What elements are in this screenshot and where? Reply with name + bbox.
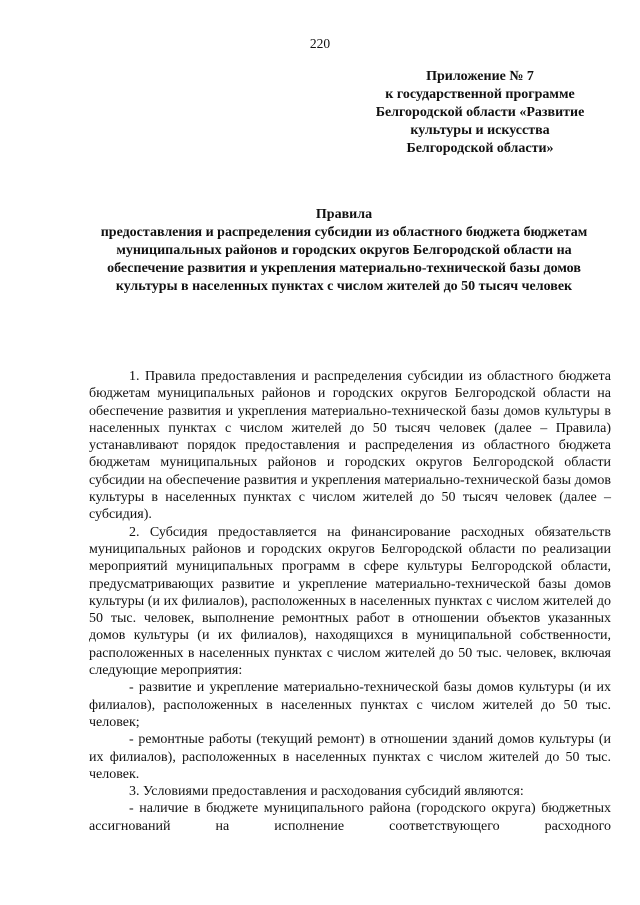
rules-subtitle: предоставления и распределения субсидии из областного бюджета бюджетам муниципальных районов и городских округов Белгородской области на обеспечение развития и укрепления материально-технической базы домов культуры в населенных пунктах с числом жителей до 50 тысяч человек (100, 225, 588, 294)
paragraph-2: 2. Субсидия предоставляется на финансирование расходных обязательств муниципальных районов и городских округов Белгородской области по реализации мероприятий муниципальных программ в сфере культуры Белгородской области, предусматривающих развитие и укрепление материально-технической базы домов культуры (и их филиалов), расположенных в населенных пунктах с числом жителей до 50 тыс. человек, выполнение ремонтных работ в отношении объектов указанных домов культуры (и их филиалов), находящихся в муниципальной собственности, расположенных в населенных пунктах с числом жителей до 50 тыс. человек, включая следующие мероприятия: (89, 524, 611, 679)
appendix-line: культуры и искусства (410, 123, 550, 138)
rules-title: Правила (315, 207, 373, 222)
list-item: - наличие в бюджете муниципального района (городского округа) бюджетных ассигнований на исполнение соответствующего расходного (89, 801, 611, 834)
appendix-line: Белгородской области «Развитие (375, 105, 585, 120)
document-body (89, 368, 611, 835)
list-item: - ремонтные работы (текущий ремонт) в отношении зданий домов культуры (и их филиалов), расположенных в населенных пунктах с числом жителей до 50 тыс. человек. (89, 732, 611, 782)
appendix-line: Белгородской области» (406, 141, 554, 156)
rules-heading (84, 206, 604, 296)
appendix-line: Приложение № 7 (426, 69, 534, 84)
appendix-line: к государственной программе (385, 87, 575, 102)
page-number: 220 (309, 36, 331, 51)
list-item: - развитие и укрепление материально-технической базы домов культуры (и их филиалов), расположенных в населенных пунктах с числом жителей до 50 тыс. человек; (89, 680, 611, 730)
paragraph-3: 3. Условиями предоставления и расходования субсидий являются: (129, 784, 524, 800)
appendix-header (330, 68, 630, 158)
paragraph-1: 1. Правила предоставления и распределения субсидии из областного бюджета бюджетам муниципальных районов и городских округов Белгородской области на обеспечение развития и укрепления материально-технической базы домов культуры в населенных пунктах с числом жителей до 50 тысяч человек (далее – Правила) устанавливают порядок предоставления и распределения из областного бюджета бюджетам муниципальных районов и городских округов Белгородской области субсидии на обеспечение развития и укрепления материально-технической базы домов культуры в населенных пунктах с числом жителей до 50 тысяч человек (далее – субсидия). (89, 369, 611, 523)
